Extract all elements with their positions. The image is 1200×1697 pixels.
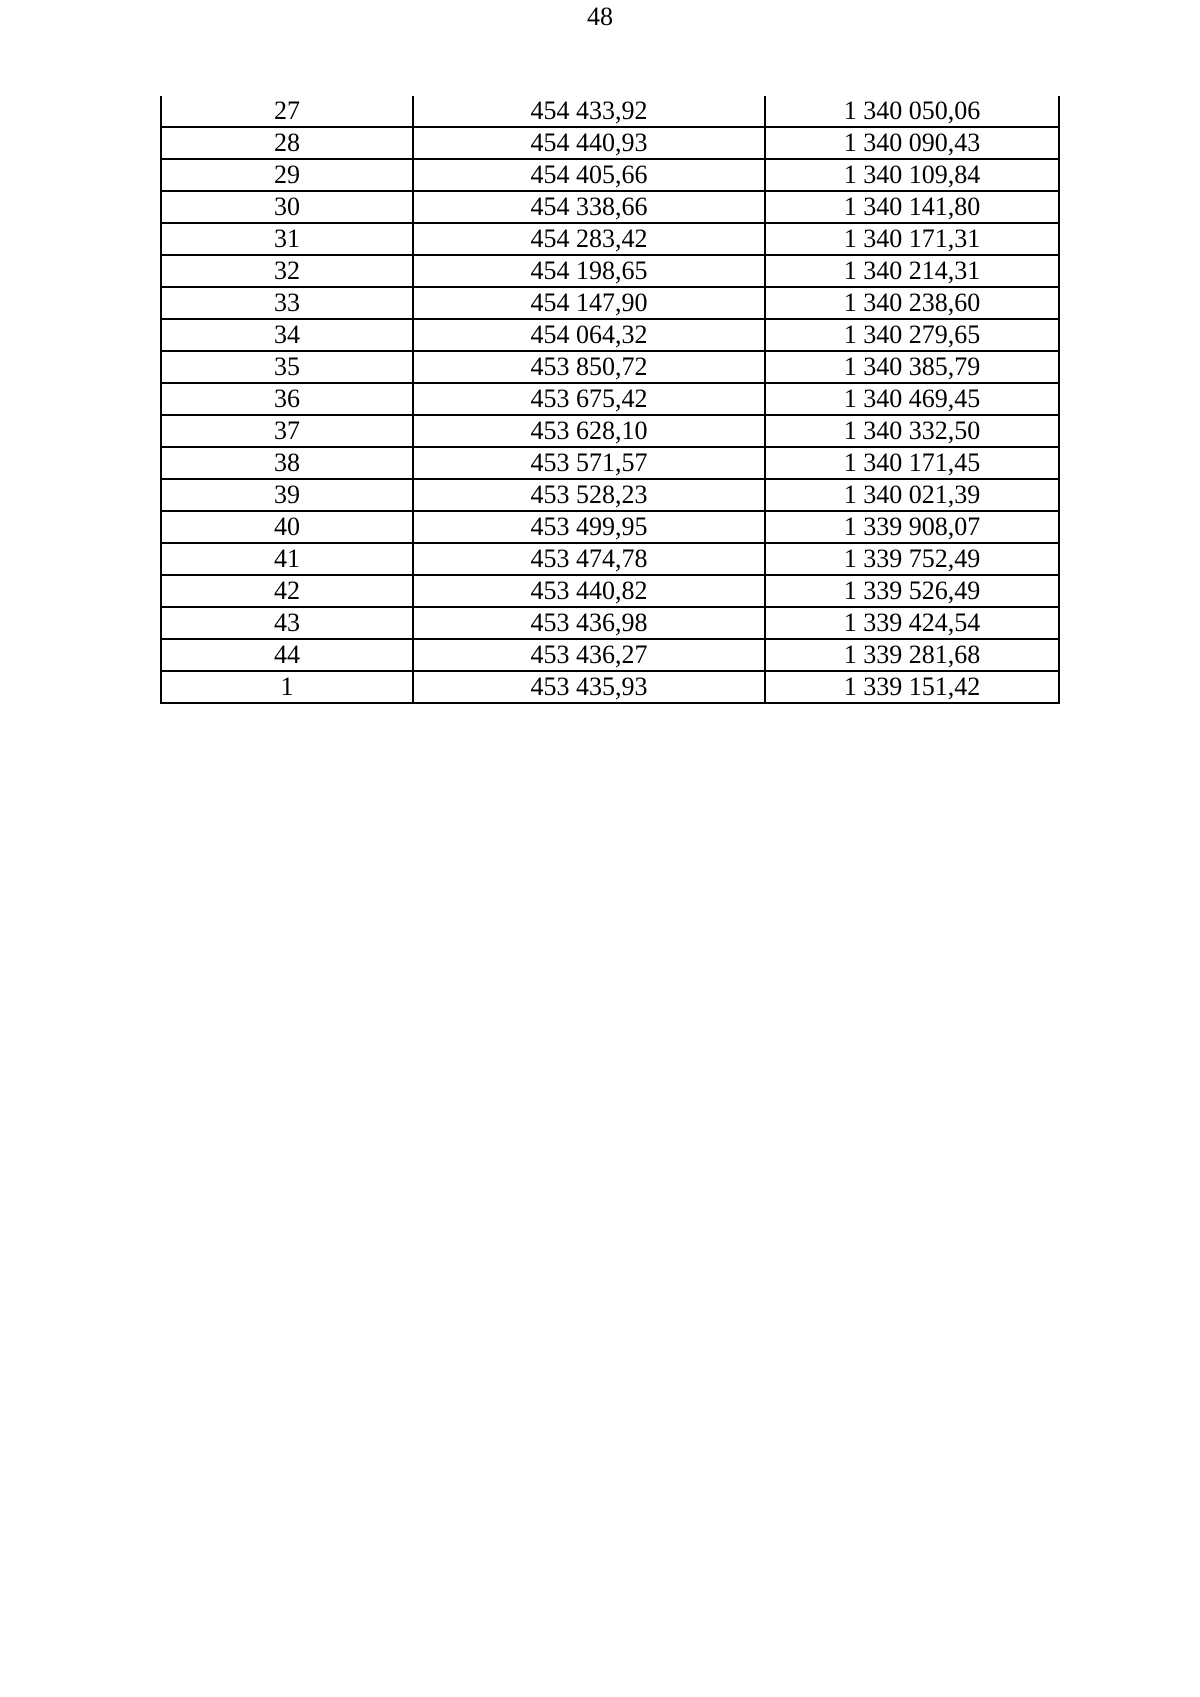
point-number-cell: 37 <box>161 415 413 447</box>
x-coordinate-cell: 453 440,82 <box>413 575 765 607</box>
point-number-cell: 30 <box>161 191 413 223</box>
point-number-cell: 31 <box>161 223 413 255</box>
table-row <box>161 543 1059 575</box>
x-coordinate-cell: 454 405,66 <box>413 159 765 191</box>
table-row <box>161 511 1059 543</box>
point-number-cell: 29 <box>161 159 413 191</box>
x-coordinate-cell: 454 147,90 <box>413 287 765 319</box>
y-coordinate-cell: 1 340 238,60 <box>765 287 1059 319</box>
table-row <box>161 159 1059 191</box>
point-number-cell: 43 <box>161 607 413 639</box>
table-row <box>161 319 1059 351</box>
y-coordinate-cell: 1 340 332,50 <box>765 415 1059 447</box>
x-coordinate-cell: 453 850,72 <box>413 351 765 383</box>
x-coordinate-cell: 454 198,65 <box>413 255 765 287</box>
table-row <box>161 447 1059 479</box>
table-row <box>161 575 1059 607</box>
x-coordinate-cell: 453 675,42 <box>413 383 765 415</box>
x-coordinate-cell: 453 528,23 <box>413 479 765 511</box>
x-coordinate-cell: 453 436,98 <box>413 607 765 639</box>
y-coordinate-cell: 1 340 214,31 <box>765 255 1059 287</box>
table-row <box>161 671 1059 703</box>
table-row <box>161 415 1059 447</box>
coordinates-table-body <box>161 96 1059 703</box>
point-number-cell: 32 <box>161 255 413 287</box>
point-number-cell: 28 <box>161 127 413 159</box>
y-coordinate-cell: 1 340 171,31 <box>765 223 1059 255</box>
y-coordinate-cell: 1 339 752,49 <box>765 543 1059 575</box>
y-coordinate-cell: 1 340 385,79 <box>765 351 1059 383</box>
y-coordinate-cell: 1 340 469,45 <box>765 383 1059 415</box>
y-coordinate-cell: 1 339 908,07 <box>765 511 1059 543</box>
table-row <box>161 223 1059 255</box>
y-coordinate-cell: 1 340 050,06 <box>765 96 1059 127</box>
y-coordinate-cell: 1 340 109,84 <box>765 159 1059 191</box>
x-coordinate-cell: 453 628,10 <box>413 415 765 447</box>
x-coordinate-cell: 453 571,57 <box>413 447 765 479</box>
y-coordinate-cell: 1 340 171,45 <box>765 447 1059 479</box>
point-number-cell: 41 <box>161 543 413 575</box>
point-number-cell: 39 <box>161 479 413 511</box>
point-number-cell: 1 <box>161 671 413 703</box>
y-coordinate-cell: 1 340 279,65 <box>765 319 1059 351</box>
table-row <box>161 383 1059 415</box>
point-number-cell: 38 <box>161 447 413 479</box>
point-number-cell: 40 <box>161 511 413 543</box>
point-number-cell: 34 <box>161 319 413 351</box>
coordinates-table <box>160 96 1060 704</box>
x-coordinate-cell: 453 499,95 <box>413 511 765 543</box>
y-coordinate-cell: 1 340 090,43 <box>765 127 1059 159</box>
x-coordinate-cell: 454 064,32 <box>413 319 765 351</box>
point-number-cell: 35 <box>161 351 413 383</box>
table-row <box>161 287 1059 319</box>
point-number-cell: 44 <box>161 639 413 671</box>
x-coordinate-cell: 453 435,93 <box>413 671 765 703</box>
page-number: 48 <box>587 2 613 31</box>
y-coordinate-cell: 1 340 021,39 <box>765 479 1059 511</box>
table-row <box>161 639 1059 671</box>
table-row <box>161 191 1059 223</box>
x-coordinate-cell: 454 283,42 <box>413 223 765 255</box>
table-row <box>161 351 1059 383</box>
table-row <box>161 607 1059 639</box>
x-coordinate-cell: 454 440,93 <box>413 127 765 159</box>
point-number-cell: 42 <box>161 575 413 607</box>
y-coordinate-cell: 1 339 151,42 <box>765 671 1059 703</box>
x-coordinate-cell: 454 433,92 <box>413 96 765 127</box>
y-coordinate-cell: 1 339 526,49 <box>765 575 1059 607</box>
table-row <box>161 479 1059 511</box>
point-number-cell: 27 <box>161 96 413 127</box>
table-row <box>161 255 1059 287</box>
x-coordinate-cell: 454 338,66 <box>413 191 765 223</box>
y-coordinate-cell: 1 339 424,54 <box>765 607 1059 639</box>
x-coordinate-cell: 453 436,27 <box>413 639 765 671</box>
point-number-cell: 36 <box>161 383 413 415</box>
x-coordinate-cell: 453 474,78 <box>413 543 765 575</box>
y-coordinate-cell: 1 340 141,80 <box>765 191 1059 223</box>
y-coordinate-cell: 1 339 281,68 <box>765 639 1059 671</box>
table-row <box>161 96 1059 127</box>
table-row <box>161 127 1059 159</box>
point-number-cell: 33 <box>161 287 413 319</box>
